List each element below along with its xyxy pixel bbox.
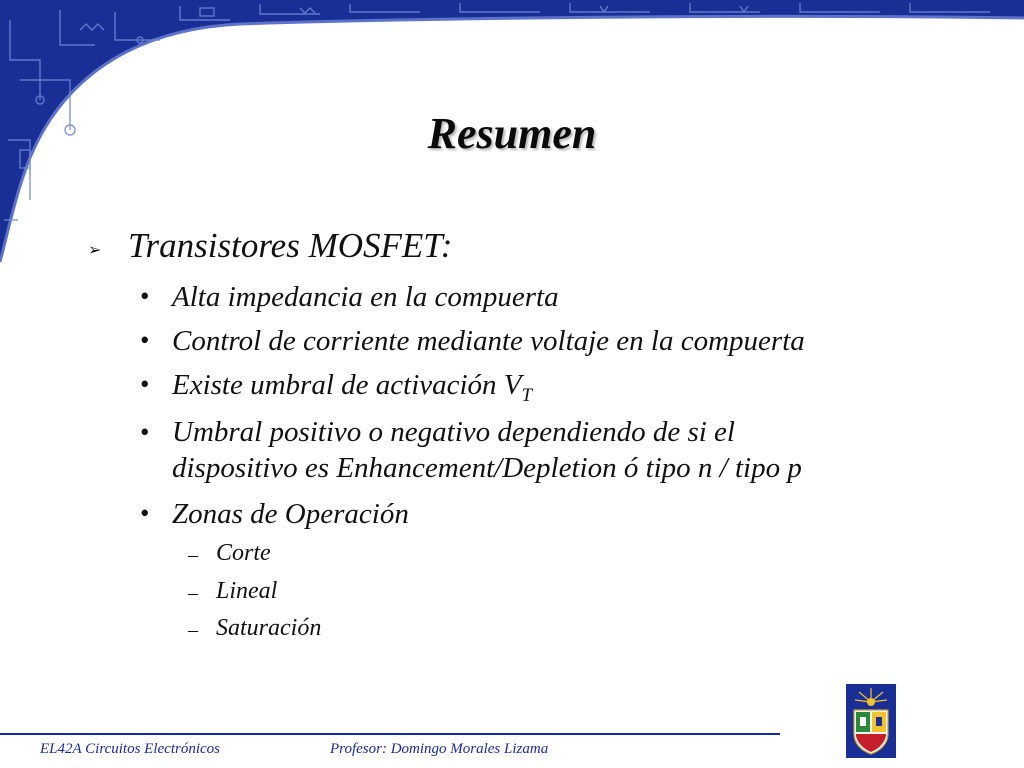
bullet-threshold-text: Existe umbral de activación V: [172, 369, 522, 401]
bullet-threshold-sign-line2: dispositivo es Enhancement/Depletion ó tipo n / tipo p: [172, 452, 802, 484]
slide-title: Resumen: [427, 109, 597, 158]
bullet-operation-zones: Zonas de Operación: [172, 498, 409, 530]
main-point: Transistores MOSFET:: [128, 226, 453, 265]
bullet-dot-icon: •: [140, 498, 150, 528]
footer-course: EL42A Circuitos Electrónicos: [40, 741, 220, 757]
bullet-threshold-sign: [172, 414, 932, 486]
bullet-dot-icon: •: [140, 417, 150, 447]
bullet-threshold-sign-line1: Umbral positivo o negativo dependiendo de si el: [172, 416, 735, 448]
zone-cut-off: Corte: [216, 540, 271, 566]
zone-linear: Lineal: [216, 578, 278, 604]
bullet-voltage-control: Control de corriente mediante voltaje en la compuerta: [172, 325, 805, 357]
dash-bullet-icon: –: [188, 619, 198, 641]
bullet-dot-icon: •: [140, 281, 150, 311]
bullet-dot-icon: •: [140, 325, 150, 355]
footer-divider: [0, 733, 780, 735]
dash-bullet-icon: –: [188, 582, 198, 604]
dash-bullet-icon: –: [188, 544, 198, 566]
bullet-dot-icon: •: [140, 369, 150, 399]
bullet-threshold: [172, 367, 932, 414]
threshold-subscript: T: [521, 384, 533, 406]
bullet-high-impedance: Alta impedancia en la compuerta: [172, 281, 559, 313]
footer-professor: Profesor: Domingo Morales Lizama: [330, 741, 549, 757]
zone-saturation: Saturación: [216, 615, 322, 641]
arrow-bullet-icon: ➢: [88, 242, 102, 259]
university-shield-logo: [846, 684, 896, 758]
